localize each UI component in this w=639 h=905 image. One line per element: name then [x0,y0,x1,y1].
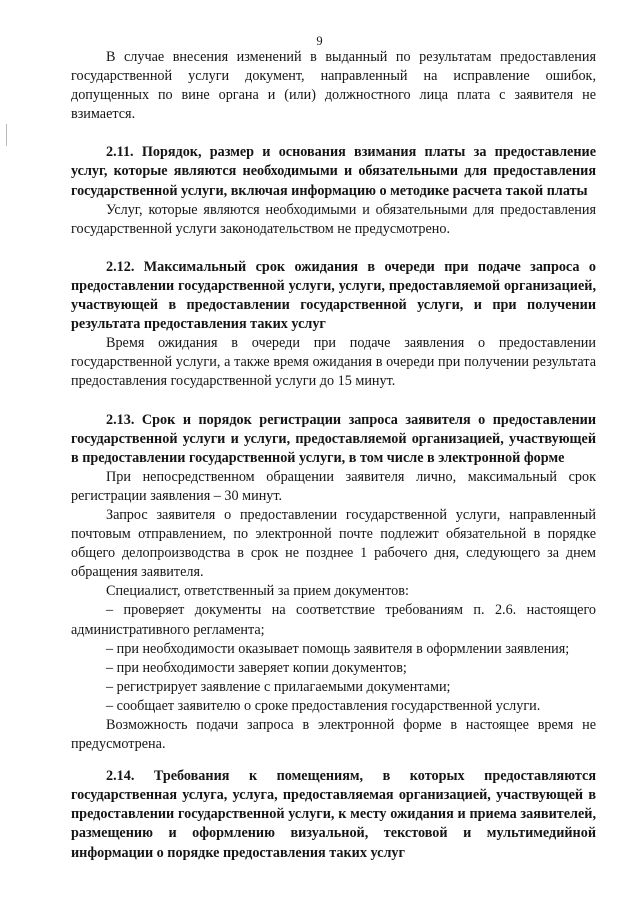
list-item-inform-deadline: – сообщает заявителю о сроке предоставления государственной услуги. [106,697,541,714]
scan-edge-mark [6,124,7,146]
section-heading-2-13: 2.13. Срок и порядок регистрации запроса заявителя о предоставлении государственной услуги и услуги, предоставляемой организацией, участвующей в предоставлении государственной услуги, в том числе в электронной форме [71,411,596,466]
section-heading-2-14: 2.14. Требования к помещениям, в которых предоставляются государственная услуга, услуга, предоставляемая организацией, участвующей в предоставлении государственной услуги, к месту ожидания и приема заявителей, размещению и оформлению визуальной, текстовой и мультимедийной информации о порядке предоставления таких услуг [71,768,596,861]
section-heading-2-12: 2.12. Максимальный срок ожидания в очереди при подаче запроса о предоставлении государственной услуги, услуги, предоставляемой организацией, участвующей в предоставлении государственной услуги, и при получении результата предоставления таких услуг [71,258,596,333]
section-heading-2-11: 2.11. Порядок, размер и основания взимания платы за предоставление услуг, которые являются необходимыми и обязательными для предоставления государственной услуги, включая информацию о методике расчета такой платы [71,144,596,199]
paragraph-2-13-registration-time: При непосредственном обращении заявителя лично, максимальный срок регистрации заявления – 30 минут. [71,468,596,504]
paragraph-2-12-body: Время ожидания в очереди при подаче заявления о предоставлении государственной услуги, а также время ожидания в очереди при получении результата предоставления государственной услуги до 15 минут. [71,335,596,390]
list-item-check-documents: – проверяет документы на соответствие требованиям п. 2.6. настоящего административного регламента; [71,602,596,638]
list-item-register-application: – регистрирует заявление с прилагаемыми документами; [106,678,451,695]
page-number: 9 [316,34,323,48]
paragraph-fee-exemption: В случае внесения изменений в выданный по результатам предоставления государственной услуги документ, направленный на исправление ошибок, допущенных по вине органа и (или) должностного лица плата с заявителя не взимается. [71,49,596,123]
paragraph-2-13-mail-request: Запрос заявителя о предоставлении государственной услуги, направленный почтовым отправлением, по электронной почте подлежит обязательной в порядке общего делопроизводства в срок не позднее 1 рабочего дня, следующего за днем обращения заявителя. [71,506,596,581]
list-item-certify-copies: – при необходимости заверяет копии документов; [106,659,407,676]
paragraph-2-11-body: Услуг, которые являются необходимыми и обязательными для предоставления государственной услуги законодательством не предусмотрено. [71,201,596,237]
paragraph-2-13-electronic-form: Возможность подачи запроса в электронной форме в настоящее время не предусмотрена. [71,717,596,753]
paragraph-2-13-specialist: Специалист, ответственный за прием документов: [106,583,409,600]
list-item-assist-applicant: – при необходимости оказывает помощь заявителя в оформлении заявления; [106,640,570,657]
document-body [71,48,596,863]
